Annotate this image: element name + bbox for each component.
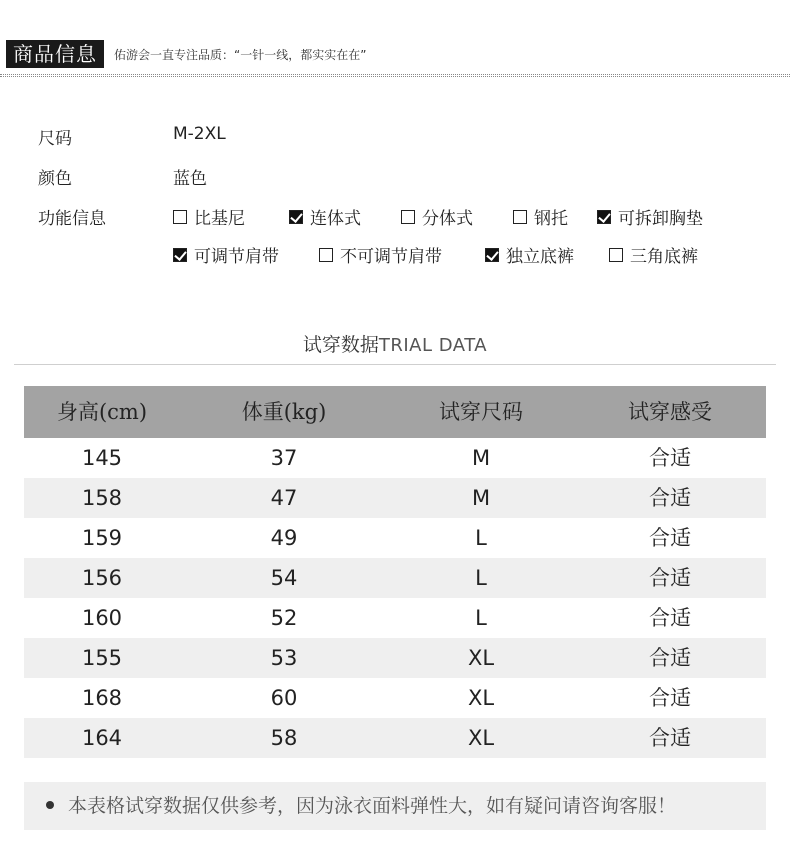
cell-weight: 60 bbox=[270, 686, 298, 710]
checkbox-icon bbox=[609, 248, 623, 262]
cell-size: M bbox=[471, 486, 491, 510]
table-row bbox=[24, 598, 766, 638]
cell-size: XL bbox=[467, 686, 495, 710]
cell-feeling: 合适 bbox=[649, 726, 691, 750]
size-value: M-2XL bbox=[173, 124, 226, 144]
features-label: 功能信息 bbox=[38, 209, 106, 229]
color-value: 蓝色 bbox=[173, 169, 207, 189]
cell-height: 164 bbox=[81, 726, 123, 750]
header-divider bbox=[0, 74, 790, 77]
table-row bbox=[24, 518, 766, 558]
section-title: 商品信息 bbox=[6, 40, 104, 68]
table-row bbox=[24, 638, 766, 678]
table-row bbox=[24, 558, 766, 598]
feature-item: 钢托 bbox=[513, 204, 568, 229]
feature-item: 三角底裤 bbox=[609, 242, 698, 267]
checkbox-icon bbox=[319, 248, 333, 262]
table-header bbox=[24, 386, 766, 438]
table-row bbox=[24, 438, 766, 478]
feature-item: 独立底裤 bbox=[485, 242, 574, 267]
checkbox-icon bbox=[513, 210, 527, 224]
table-row bbox=[24, 478, 766, 518]
feature-item: 可调节肩带 bbox=[173, 242, 279, 267]
disclaimer-note bbox=[24, 782, 766, 830]
cell-weight: 53 bbox=[270, 646, 298, 670]
cell-height: 155 bbox=[81, 646, 123, 670]
size-label: 尺码 bbox=[38, 129, 72, 149]
cell-height: 159 bbox=[81, 526, 123, 550]
table-row bbox=[24, 718, 766, 758]
trial-data-title bbox=[0, 330, 790, 357]
cell-size: L bbox=[475, 566, 487, 590]
checkbox-icon bbox=[485, 248, 499, 262]
cell-weight: 47 bbox=[270, 486, 298, 510]
cell-weight: 58 bbox=[270, 726, 298, 750]
cell-feeling: 合适 bbox=[649, 566, 691, 590]
header-bar bbox=[0, 38, 790, 78]
cell-height: 156 bbox=[81, 566, 123, 590]
cell-size: XL bbox=[467, 646, 495, 670]
cell-size: M bbox=[471, 446, 491, 470]
trial-title-en: TRIAL DATA bbox=[378, 335, 488, 356]
feature-item: 不可调节肩带 bbox=[319, 242, 442, 267]
checkbox-icon bbox=[173, 248, 187, 262]
color-label: 颜色 bbox=[38, 169, 72, 189]
section-subtitle: 佑游会一直专注品质：“一针一线，都实实在在” bbox=[114, 48, 367, 62]
header-height: 身高(cm) bbox=[56, 400, 148, 424]
cell-feeling: 合适 bbox=[649, 446, 691, 470]
cell-size: L bbox=[475, 606, 487, 630]
trial-divider bbox=[14, 364, 776, 365]
cell-height: 145 bbox=[81, 446, 123, 470]
table-row bbox=[24, 678, 766, 718]
cell-height: 168 bbox=[81, 686, 123, 710]
cell-size: L bbox=[475, 526, 487, 550]
checkbox-icon bbox=[173, 210, 187, 224]
cell-weight: 54 bbox=[270, 566, 298, 590]
header-size: 试穿尺码 bbox=[439, 400, 523, 424]
cell-feeling: 合适 bbox=[649, 606, 691, 630]
header-weight: 体重(kg) bbox=[241, 400, 327, 424]
cell-weight: 37 bbox=[270, 446, 298, 470]
feature-item: 可拆卸胸垫 bbox=[597, 204, 703, 229]
checkbox-icon bbox=[597, 210, 611, 224]
cell-feeling: 合适 bbox=[649, 526, 691, 550]
checkbox-icon bbox=[289, 210, 303, 224]
cell-size: XL bbox=[467, 726, 495, 750]
header-feeling: 试穿感受 bbox=[628, 400, 712, 424]
feature-item: 分体式 bbox=[401, 204, 473, 229]
feature-item: 比基尼 bbox=[173, 204, 245, 229]
trial-title-cn: 试穿数据 bbox=[302, 334, 379, 356]
cell-feeling: 合适 bbox=[649, 486, 691, 510]
cell-height: 160 bbox=[81, 606, 123, 630]
cell-feeling: 合适 bbox=[649, 646, 691, 670]
cell-weight: 52 bbox=[270, 606, 298, 630]
cell-feeling: 合适 bbox=[649, 686, 691, 710]
note-text: 本表格试穿数据仅供参考，因为泳衣面料弹性大，如有疑问请咨询客服！ bbox=[68, 795, 677, 817]
feature-item: 连体式 bbox=[289, 204, 361, 229]
checkbox-icon bbox=[401, 210, 415, 224]
cell-weight: 49 bbox=[270, 526, 298, 550]
bullet-icon bbox=[46, 801, 54, 809]
cell-height: 158 bbox=[81, 486, 123, 510]
